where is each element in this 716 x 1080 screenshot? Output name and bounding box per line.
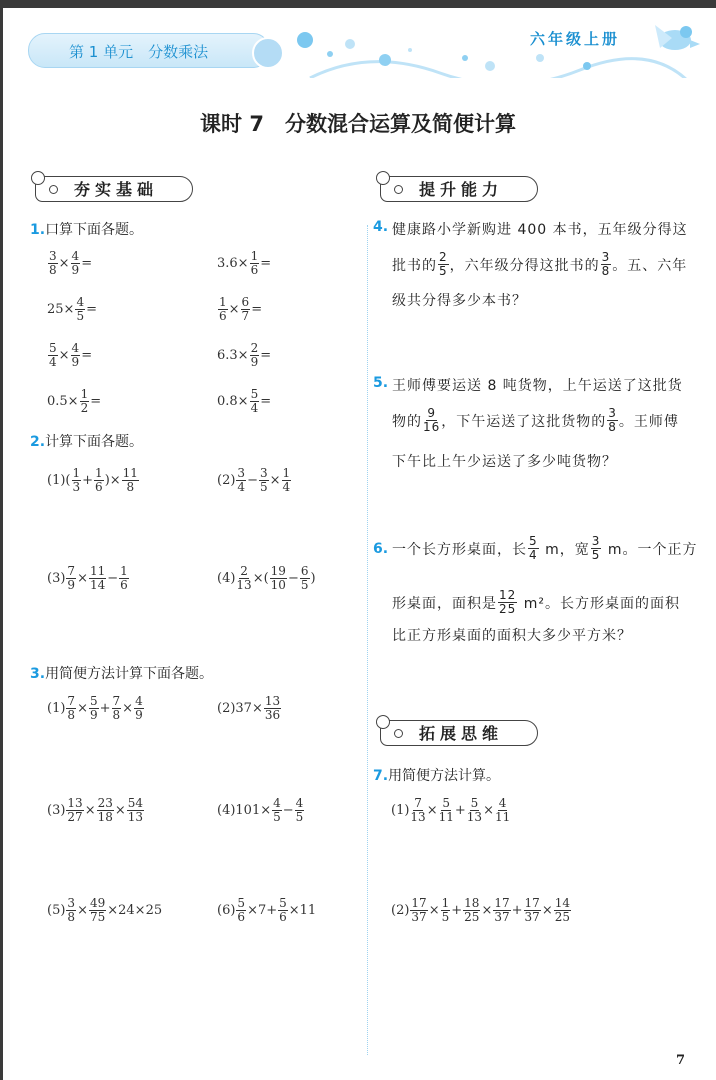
numerator: 7 xyxy=(67,564,76,578)
denominator: 9 xyxy=(250,355,259,369)
fraction xyxy=(48,342,58,369)
denominator: 5 xyxy=(295,810,304,824)
expr-text: × xyxy=(269,473,281,488)
fraction xyxy=(48,250,58,277)
denominator: 5 xyxy=(300,578,309,592)
denominator: 8 xyxy=(112,708,121,722)
expr-text: )× xyxy=(104,473,121,488)
numerator: 7 xyxy=(414,796,422,810)
expr-text: m，宽 xyxy=(539,541,590,558)
expr-text: = xyxy=(90,394,102,409)
numerator: 5 xyxy=(49,341,57,355)
denominator: 10 xyxy=(270,578,286,592)
numerator: 7 xyxy=(67,694,76,708)
top-border xyxy=(0,0,716,8)
expr-text: (1) xyxy=(47,701,66,716)
expr-text: = xyxy=(251,302,263,317)
question-6-number xyxy=(373,541,388,557)
numerator: 3 xyxy=(608,406,617,420)
fraction xyxy=(250,388,260,415)
expr-text: (2)37× xyxy=(217,701,263,716)
denominator: 4 xyxy=(250,401,259,415)
expr-text: ，六年级分得这批书的 xyxy=(449,257,600,274)
expr-text: 6.3× xyxy=(217,348,249,363)
fraction xyxy=(250,250,260,277)
expr-text: (5) xyxy=(47,903,66,918)
numerator: 19 xyxy=(270,564,286,578)
q6-line-3 xyxy=(392,625,632,645)
denominator: 8 xyxy=(49,263,57,277)
expr-text: m²。长方形桌面的面积 xyxy=(518,595,680,612)
fraction xyxy=(241,296,251,323)
fraction xyxy=(282,467,292,494)
denominator: 6 xyxy=(279,910,287,924)
numerator: 5 xyxy=(89,694,98,708)
expr-text: 形桌面，面积是 xyxy=(392,595,497,612)
expr-text: 0.5× xyxy=(47,394,79,409)
denominator: 8 xyxy=(67,708,76,722)
expr-text: 物的 xyxy=(392,413,422,430)
q5-line-1 xyxy=(392,375,683,395)
fraction xyxy=(495,797,510,824)
q6-line-1 xyxy=(392,535,697,562)
expr-text: (3) xyxy=(47,803,66,818)
numerator: 5 xyxy=(237,896,246,910)
q1-item-4 xyxy=(217,296,262,323)
numerator: 1 xyxy=(250,249,259,263)
denominator: 36 xyxy=(264,708,281,722)
numerator: 3 xyxy=(237,466,246,480)
question-text: 计算下面各题。 xyxy=(45,434,144,450)
q5-line-2 xyxy=(392,407,679,434)
fraction xyxy=(441,897,451,924)
numerator: 1 xyxy=(282,466,291,480)
fraction xyxy=(122,467,139,494)
denominator: 5 xyxy=(259,480,268,494)
numerator: 4 xyxy=(76,295,85,309)
section-extend xyxy=(380,720,538,746)
q1-item-6 xyxy=(217,342,271,369)
denominator: 11 xyxy=(438,810,454,824)
numerator: 1 xyxy=(441,896,450,910)
numerator: 5 xyxy=(250,387,259,401)
question-2-heading xyxy=(30,431,143,451)
numerator: 4 xyxy=(295,796,304,810)
fraction xyxy=(300,565,310,592)
expr-text: ，下午运送了这批货物的 xyxy=(441,413,607,430)
expr-text: = xyxy=(260,348,272,363)
question-number: 6. xyxy=(373,541,389,557)
question-1-heading xyxy=(30,219,143,239)
numerator: 1 xyxy=(80,387,89,401)
fraction xyxy=(295,797,305,824)
denominator: 9 xyxy=(89,708,98,722)
denominator: 13 xyxy=(466,810,483,824)
expr-text: 下午比上午少运送了多少吨货物？ xyxy=(392,454,617,470)
numerator: 4 xyxy=(71,249,80,263)
numerator: 5 xyxy=(529,534,538,548)
q3-item-6 xyxy=(217,897,316,924)
expr-text: × xyxy=(77,701,88,716)
bird-icon xyxy=(650,20,700,56)
expr-text: × xyxy=(481,903,493,918)
numerator: 1 xyxy=(95,466,103,480)
expr-text: × xyxy=(84,803,96,818)
left-border xyxy=(0,0,3,1080)
denominator: 9 xyxy=(71,263,80,277)
expr-text: − xyxy=(282,803,294,818)
denominator: 6 xyxy=(250,263,259,277)
fraction xyxy=(410,897,427,924)
q3-item-4 xyxy=(217,797,305,824)
fraction xyxy=(524,897,541,924)
numerator: 14 xyxy=(554,896,570,910)
denominator: 25 xyxy=(554,910,570,924)
expr-text: 3.6× xyxy=(217,256,249,271)
expr-text: (2) xyxy=(217,473,236,488)
expr-text: ) xyxy=(310,571,316,586)
denominator: 8 xyxy=(67,910,76,924)
denominator: 25 xyxy=(499,602,517,616)
denominator: 6 xyxy=(219,309,227,323)
question-number: 3. xyxy=(30,666,46,682)
expr-text: (1) xyxy=(391,803,410,818)
question-number: 4. xyxy=(373,219,389,235)
denominator: 2 xyxy=(80,401,89,415)
column-divider xyxy=(367,225,368,1055)
page-title: 课时 7 分数混合运算及简便计算 xyxy=(200,112,516,136)
question-5-number xyxy=(373,375,388,391)
section-basic xyxy=(35,176,193,202)
denominator: 5 xyxy=(76,309,85,323)
expr-text: × xyxy=(541,903,553,918)
expr-text: = xyxy=(81,348,93,363)
expr-text: 健康路小学新购进 400 本书，五年级分得这 xyxy=(392,222,688,238)
fraction xyxy=(236,897,246,924)
denominator: 7 xyxy=(241,309,250,323)
denominator: 6 xyxy=(237,910,246,924)
denominator: 8 xyxy=(126,480,135,494)
numerator: 3 xyxy=(591,534,601,548)
expr-text: × xyxy=(122,701,134,716)
numerator: 17 xyxy=(524,896,540,910)
fraction xyxy=(134,695,144,722)
expr-text: 王师傅要运送 8 吨货物，上午运送了这批货 xyxy=(392,378,683,394)
denominator: 6 xyxy=(120,578,128,592)
denominator: 5 xyxy=(591,548,601,562)
question-7-heading xyxy=(373,765,500,785)
expr-text: = xyxy=(81,256,93,271)
expr-text: (4) xyxy=(217,571,236,586)
numerator: 1 xyxy=(72,466,81,480)
fraction xyxy=(236,565,251,592)
fraction xyxy=(71,250,81,277)
denominator: 27 xyxy=(67,810,83,824)
expr-text: + xyxy=(82,473,94,488)
fraction xyxy=(66,897,76,924)
expr-text: (4)101× xyxy=(217,803,272,818)
q3-item-1 xyxy=(47,695,145,722)
numerator: 13 xyxy=(264,694,281,708)
numerator: 17 xyxy=(494,896,510,910)
denominator: 3 xyxy=(72,480,81,494)
numerator: 11 xyxy=(89,564,106,578)
numerator: 12 xyxy=(499,588,517,602)
q1-item-8 xyxy=(217,388,271,415)
q3-item-5 xyxy=(47,897,162,924)
fraction xyxy=(71,342,81,369)
expr-text: (3) xyxy=(47,571,66,586)
fraction xyxy=(463,897,480,924)
expr-text: = xyxy=(260,394,272,409)
section-improve xyxy=(380,176,538,202)
fraction xyxy=(438,251,449,278)
unit-label: 第 1 单元 分数乘法 xyxy=(69,43,209,61)
expr-text: − xyxy=(107,571,119,586)
fraction xyxy=(278,897,288,924)
fraction xyxy=(112,695,122,722)
banner-circle-icon xyxy=(252,37,284,69)
q3-item-3 xyxy=(47,797,145,824)
numerator: 13 xyxy=(67,796,83,810)
denominator: 13 xyxy=(127,810,144,824)
denominator: 14 xyxy=(89,578,106,592)
numerator: 1 xyxy=(219,295,227,309)
q2-item-1 xyxy=(47,467,140,494)
denominator: 4 xyxy=(49,355,57,369)
q1-item-2 xyxy=(217,250,271,277)
denominator: 8 xyxy=(608,420,617,434)
expr-text: × xyxy=(228,302,240,317)
q1-item-1 xyxy=(47,250,92,277)
expr-text: 。王师傅 xyxy=(618,413,679,430)
q2-item-4 xyxy=(217,565,316,592)
fraction xyxy=(607,407,618,434)
q4-line-3 xyxy=(392,290,527,310)
question-number: 7. xyxy=(373,768,389,784)
denominator: 37 xyxy=(411,910,427,924)
numerator: 5 xyxy=(470,796,479,810)
numerator: 54 xyxy=(127,796,144,810)
question-number: 2. xyxy=(30,434,46,450)
denominator: 5 xyxy=(273,810,281,824)
numerator: 18 xyxy=(464,896,480,910)
fraction xyxy=(218,296,228,323)
section-improve-label: 提升能力 xyxy=(419,180,504,199)
fraction xyxy=(94,467,104,494)
fraction xyxy=(89,897,106,924)
expr-text: × xyxy=(428,903,440,918)
expr-text: × xyxy=(483,803,494,818)
numerator: 2 xyxy=(250,341,259,355)
fraction xyxy=(127,797,144,824)
denominator: 9 xyxy=(67,578,76,592)
expr-text: = xyxy=(86,302,97,317)
fraction xyxy=(410,797,425,824)
numerator: 7 xyxy=(112,694,121,708)
denominator: 9 xyxy=(135,708,143,722)
fraction xyxy=(66,797,83,824)
fraction xyxy=(89,565,106,592)
expr-text: (2) xyxy=(391,903,410,918)
question-text: 用简便方法计算。 xyxy=(388,768,501,784)
question-text: 用简便方法计算下面各题。 xyxy=(45,666,214,682)
fraction xyxy=(528,535,539,562)
q7-item-1 xyxy=(391,797,511,824)
page-number: 7 xyxy=(676,1053,686,1068)
denominator: 11 xyxy=(494,810,511,824)
expr-text: ×7+ xyxy=(247,903,278,918)
q1-item-3 xyxy=(47,296,97,323)
unit-banner xyxy=(28,33,270,68)
fraction xyxy=(72,467,82,494)
denominator: 5 xyxy=(441,910,450,924)
expr-text: 25× xyxy=(47,302,75,317)
denominator: 13 xyxy=(410,810,426,824)
numerator: 6 xyxy=(300,564,309,578)
numerator: 3 xyxy=(259,466,268,480)
fraction xyxy=(439,797,454,824)
fraction xyxy=(75,296,85,323)
denominator: 9 xyxy=(71,355,80,369)
numerator: 3 xyxy=(67,896,76,910)
fraction xyxy=(270,565,287,592)
denominator: 4 xyxy=(282,480,291,494)
expr-text: × xyxy=(114,803,126,818)
fraction xyxy=(493,897,510,924)
expr-text: m。一个正方 xyxy=(602,541,698,558)
grade-label: 六年级上册 xyxy=(530,30,621,48)
expr-text: + xyxy=(511,903,523,918)
question-text: 口算下面各题。 xyxy=(45,222,144,238)
q1-item-7 xyxy=(47,388,101,415)
expr-text: + xyxy=(454,803,466,818)
numerator: 49 xyxy=(89,896,106,910)
numerator: 17 xyxy=(411,896,427,910)
fraction xyxy=(259,467,269,494)
fraction xyxy=(250,342,260,369)
expr-text: ×( xyxy=(252,571,269,586)
fraction xyxy=(423,407,440,434)
expr-text: = xyxy=(260,256,272,271)
denominator: 4 xyxy=(529,548,538,562)
denominator: 37 xyxy=(524,910,540,924)
expr-text: × xyxy=(77,571,88,586)
fraction xyxy=(66,695,76,722)
numerator: 23 xyxy=(97,796,113,810)
denominator: 75 xyxy=(89,910,106,924)
fraction xyxy=(591,535,602,562)
expr-text: − xyxy=(247,473,258,488)
expr-text: 比正方形桌面的面积大多少平方米？ xyxy=(392,628,632,644)
q2-item-3 xyxy=(47,565,130,592)
expr-text: × xyxy=(426,803,438,818)
numerator: 5 xyxy=(279,896,287,910)
fraction xyxy=(554,897,571,924)
expr-text: 一个长方形桌面，长 xyxy=(392,541,527,558)
numerator: 1 xyxy=(120,564,128,578)
denominator: 25 xyxy=(464,910,480,924)
fraction xyxy=(601,251,612,278)
expr-text: × xyxy=(58,256,70,271)
denominator: 37 xyxy=(494,910,510,924)
fraction xyxy=(80,388,90,415)
q3-item-2 xyxy=(217,695,282,722)
denominator: 8 xyxy=(601,264,611,278)
denominator: 5 xyxy=(439,264,448,278)
fraction xyxy=(89,695,99,722)
question-4-number xyxy=(373,219,388,235)
numerator: 3 xyxy=(49,249,57,263)
expr-text: 批书的 xyxy=(392,257,437,274)
expr-text: − xyxy=(287,571,299,586)
expr-text: + xyxy=(99,701,111,716)
fraction xyxy=(498,589,517,616)
question-3-heading xyxy=(30,663,213,683)
expr-text: + xyxy=(451,903,463,918)
numerator: 4 xyxy=(273,796,281,810)
numerator: 9 xyxy=(427,406,436,420)
expr-text: (1)( xyxy=(47,473,71,488)
section-basic-label: 夯实基础 xyxy=(74,180,159,199)
numerator: 11 xyxy=(122,466,138,480)
fraction xyxy=(467,797,482,824)
expr-text: ×11 xyxy=(288,903,317,918)
q6-line-2 xyxy=(392,589,680,616)
fraction xyxy=(97,797,114,824)
expr-text: 。五、六年 xyxy=(612,257,688,274)
numerator: 3 xyxy=(601,250,611,264)
denominator: 6 xyxy=(95,480,103,494)
expr-text: ×24×25 xyxy=(107,903,163,918)
numerator: 4 xyxy=(135,694,143,708)
denominator: 18 xyxy=(97,810,113,824)
expr-text: × xyxy=(58,348,70,363)
bubble-decoration-icon xyxy=(290,28,690,78)
denominator: 16 xyxy=(423,420,441,434)
question-number: 5. xyxy=(373,375,389,391)
numerator: 2 xyxy=(439,250,448,264)
denominator: 13 xyxy=(236,578,252,592)
expr-text: 0.8× xyxy=(217,394,249,409)
q7-item-2 xyxy=(391,897,572,924)
numerator: 4 xyxy=(498,796,507,810)
question-number: 1. xyxy=(30,222,46,238)
fraction xyxy=(236,467,246,494)
denominator: 4 xyxy=(237,480,246,494)
numerator: 2 xyxy=(240,564,248,578)
q4-line-1 xyxy=(392,219,688,239)
fraction xyxy=(66,565,76,592)
expr-text: × xyxy=(77,903,88,918)
numerator: 6 xyxy=(241,295,250,309)
fraction xyxy=(272,797,282,824)
section-extend-label: 拓展思维 xyxy=(419,724,504,743)
q1-item-5 xyxy=(47,342,92,369)
q4-line-2 xyxy=(392,251,687,278)
fraction xyxy=(264,695,281,722)
numerator: 4 xyxy=(71,341,80,355)
expr-text: 级共分得多少本书？ xyxy=(392,293,527,309)
fraction xyxy=(119,565,129,592)
expr-text: (6) xyxy=(217,903,236,918)
numerator: 5 xyxy=(442,796,451,810)
q2-item-2 xyxy=(217,467,292,494)
q5-line-3 xyxy=(392,451,617,471)
